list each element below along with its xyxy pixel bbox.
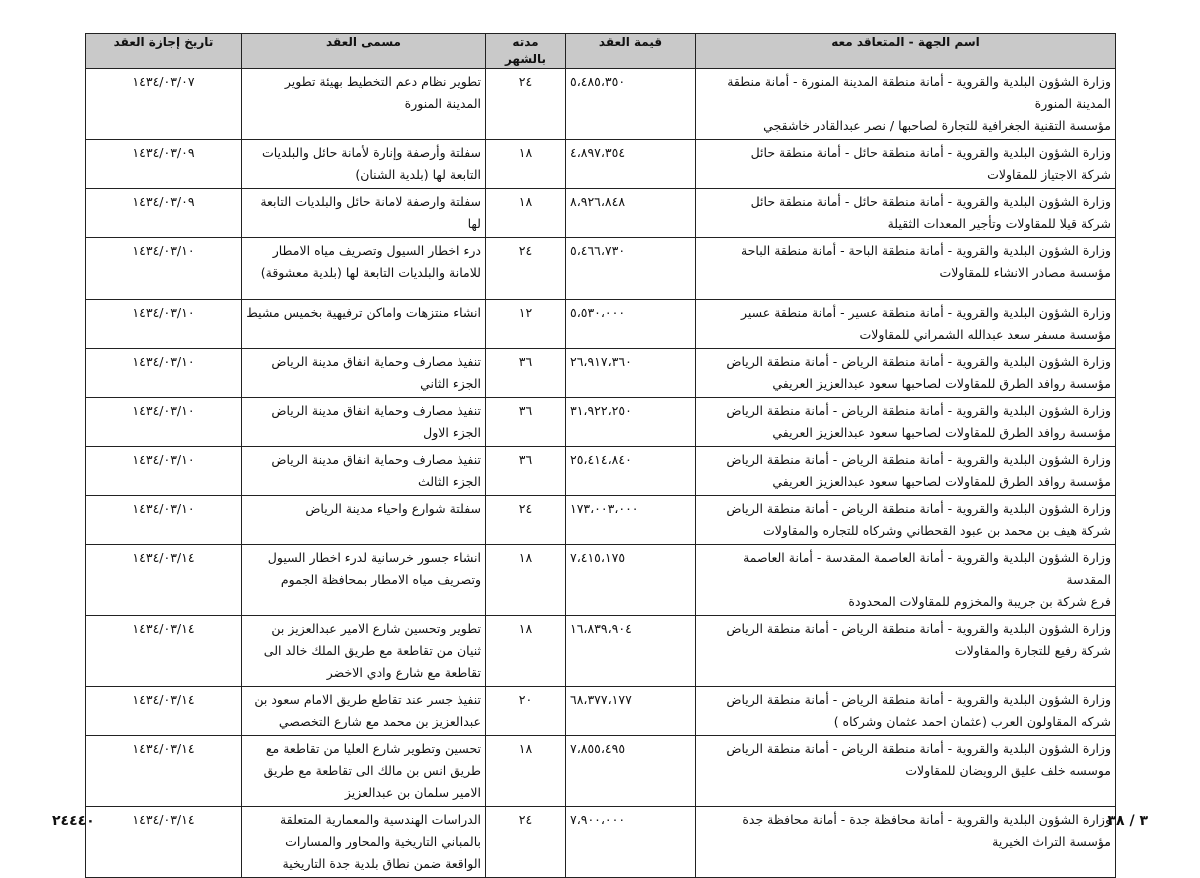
table-header-row — [86, 34, 1116, 69]
footer-number: ٢٤٤٤٠ — [52, 813, 95, 829]
party-line: وزارة الشؤون البلدية والقروية - أمانة منطقة الباحة - أمانة منطقة الباحة — [740, 243, 1111, 258]
table-row — [86, 69, 1116, 140]
party-line: المدينة المنورة — [1034, 96, 1111, 111]
cell-duration: ٣٦ — [486, 447, 566, 496]
cell-contract-name: انشاء جسور خرسانية لدرء اخطار السيول وتصريف مياه الامطار بمحافظة الجموم — [242, 545, 486, 616]
cell-contract-name: سفلتة وأرصفة وإنارة لأمانة حائل والبلديات التابعة لها (بلدية الشنان) — [242, 140, 486, 189]
cell-approval-date: ١٤٣٤/٠٣/١٤ — [86, 807, 242, 878]
cell-approval-date: ١٤٣٤/٠٣/١٠ — [86, 238, 242, 300]
party-line: شركة هيف بن محمد بن عبود القحطاني وشركاه للتجاره والمقاولات — [762, 523, 1111, 538]
party-line: مؤسسة مسفر سعد عبدالله الشمراني للمقاولات — [859, 327, 1111, 342]
page-number: ٣ / ٣٨ — [1107, 813, 1148, 829]
party-line: مؤسسة روافد الطرق للمقاولات لصاحبها سعود عبدالعزيز العريفي — [772, 376, 1111, 391]
cell-duration: ١٢ — [486, 300, 566, 349]
table-row — [86, 398, 1116, 447]
party-line: شركه المقاولون العرب (عثمان احمد عثمان وشركاه ) — [833, 714, 1111, 729]
cell-duration: ١٨ — [486, 545, 566, 616]
cell-approval-date: ١٤٣٤/٠٣/١٤ — [86, 687, 242, 736]
cell-contract-value: ٥،٤٨٥،٣٥٠ — [566, 69, 696, 140]
party-line: شركة الاجتياز للمقاولات — [987, 167, 1111, 182]
party-line: وزارة الشؤون البلدية والقروية - أمانة منطقة الرياض - أمانة منطقة الرياض — [726, 501, 1111, 516]
cell-approval-date: ١٤٣٤/٠٣/١٤ — [86, 616, 242, 687]
cell-contract-name: سفلتة وارصفة لامانة حائل والبلديات التابعة لها — [242, 189, 486, 238]
party-line: وزارة الشؤون البلدية والقروية - أمانة منطقة حائل - أمانة منطقة حائل — [750, 145, 1111, 160]
cell-duration: ١٨ — [486, 189, 566, 238]
party-line: مؤسسة روافد الطرق للمقاولات لصاحبها سعود عبدالعزيز العريفي — [772, 425, 1111, 440]
table-row — [86, 300, 1116, 349]
header-duration: مدته بالشهر — [486, 34, 566, 69]
table-row — [86, 496, 1116, 545]
cell-duration: ١٨ — [486, 736, 566, 807]
cell-party — [696, 189, 1116, 238]
cell-duration: ١٨ — [486, 616, 566, 687]
cell-duration: ٢٠ — [486, 687, 566, 736]
cell-contract-value: ١٧٣،٠٠٣،٠٠٠ — [566, 496, 696, 545]
cell-contract-name: تطوير وتحسين شارع الامير عبدالعزيز بن ثنيان من تقاطعة مع طريق الملك خالد الى تقاطعة مع شارع وادي الاخضر — [242, 616, 486, 687]
party-line: وزارة الشؤون البلدية والقروية - أمانة منطقة حائل - أمانة منطقة حائل — [750, 194, 1111, 209]
cell-contract-name: درء اخطار السيول وتصريف مياه الامطار للامانة والبلديات التابعة لها (بلدية معشوقة) — [242, 238, 486, 300]
party-line: مؤسسة التقنية الجغرافية للتجارة لصاحبها / نصر عبدالقادر خاشقجي — [763, 118, 1111, 133]
cell-party — [696, 349, 1116, 398]
cell-party — [696, 545, 1116, 616]
header-contract-name: مسمى العقد — [242, 34, 486, 69]
cell-approval-date: ١٤٣٤/٠٣/٠٩ — [86, 189, 242, 238]
party-line: وزارة الشؤون البلدية والقروية - أمانة منطقة المدينة المنورة - أمانة منطقة — [727, 74, 1111, 89]
party-line: وزارة الشؤون البلدية والقروية - أمانة منطقة الرياض - أمانة منطقة الرياض — [726, 692, 1111, 707]
cell-approval-date: ١٤٣٤/٠٣/١٤ — [86, 545, 242, 616]
party-line: مؤسسة روافد الطرق للمقاولات لصاحبها سعود عبدالعزيز العريفي — [772, 474, 1111, 489]
cell-contract-name: تنفيذ مصارف وحماية انفاق مدينة الرياض الجزء الاول — [242, 398, 486, 447]
cell-contract-name: الدراسات الهندسية والمعمارية المتعلقة بالمباني التاريخية والمحاور والمسارات الواقعة ضمن نطاق بلدية جدة التاريخية — [242, 807, 486, 878]
party-line: شركة قيلا للمقاولات وتأجير المعدات الثقيلة — [887, 216, 1111, 231]
cell-approval-date: ١٤٣٤/٠٣/١٠ — [86, 398, 242, 447]
cell-party — [696, 736, 1116, 807]
cell-contract-name: سفلتة شوارع واحياء مدينة الرياض — [242, 496, 486, 545]
cell-party — [696, 496, 1116, 545]
table-row — [86, 447, 1116, 496]
cell-contract-value: ٧،٤١٥،١٧٥ — [566, 545, 696, 616]
header-party: اسم الجهة - المتعاقد معه — [696, 34, 1116, 69]
table-body — [86, 69, 1116, 878]
cell-approval-date: ١٤٣٤/٠٣/١٠ — [86, 496, 242, 545]
party-line: شركة رفيع للتجارة والمقاولات — [954, 643, 1111, 658]
cell-contract-name: تطوير نظام دعم التخطيط بهيئة تطوير المدينة المنورة — [242, 69, 486, 140]
cell-contract-value: ٥،٥٣٠،٠٠٠ — [566, 300, 696, 349]
party-line: وزارة الشؤون البلدية والقروية - أمانة منطقة الرياض - أمانة منطقة الرياض — [726, 354, 1111, 369]
party-line: وزارة الشؤون البلدية والقروية - أمانة منطقة الرياض - أمانة منطقة الرياض — [726, 621, 1111, 636]
cell-party — [696, 616, 1116, 687]
contracts-table — [85, 33, 1116, 878]
cell-duration: ٣٦ — [486, 398, 566, 447]
table-row — [86, 545, 1116, 616]
party-line: وزارة الشؤون البلدية والقروية - أمانة منطقة الرياض - أمانة منطقة الرياض — [726, 403, 1111, 418]
cell-duration: ٢٤ — [486, 69, 566, 140]
cell-duration: ٢٤ — [486, 496, 566, 545]
cell-contract-name: انشاء منتزهات واماكن ترفيهية بخميس مشيط — [242, 300, 486, 349]
table-row — [86, 140, 1116, 189]
cell-contract-value: ٤،٨٩٧،٣٥٤ — [566, 140, 696, 189]
cell-contract-value: ٣١،٩٢٢،٢٥٠ — [566, 398, 696, 447]
cell-duration: ٢٤ — [486, 238, 566, 300]
header-approval-date: تاريخ إجازة العقد — [86, 34, 242, 69]
cell-party — [696, 69, 1116, 140]
cell-approval-date: ١٤٣٤/٠٣/١٤ — [86, 736, 242, 807]
table-row — [86, 349, 1116, 398]
cell-approval-date: ١٤٣٤/٠٣/١٠ — [86, 447, 242, 496]
cell-approval-date: ١٤٣٤/٠٣/١٠ — [86, 349, 242, 398]
cell-party — [696, 140, 1116, 189]
cell-party — [696, 398, 1116, 447]
cell-contract-name: تنفيذ جسر عند تقاطع طريق الامام سعود بن عبدالعزيز بن محمد مع شارع التخصصي — [242, 687, 486, 736]
cell-contract-value: ٥،٤٦٦،٧٣٠ — [566, 238, 696, 300]
cell-party — [696, 300, 1116, 349]
cell-duration: ٢٤ — [486, 807, 566, 878]
cell-contract-name: تنفيذ مصارف وحماية انفاق مدينة الرياض الجزء الثاني — [242, 349, 486, 398]
cell-contract-value: ٨،٩٢٦،٨٤٨ — [566, 189, 696, 238]
party-line: وزارة الشؤون البلدية والقروية - أمانة العاصمة المقدسة - أمانة العاصمة — [743, 550, 1111, 565]
cell-contract-value: ٢٥،٤١٤،٨٤٠ — [566, 447, 696, 496]
cell-approval-date: ١٤٣٤/٠٣/١٠ — [86, 300, 242, 349]
party-line: وزارة الشؤون البلدية والقروية - أمانة منطقة الرياض - أمانة منطقة الرياض — [726, 452, 1111, 467]
party-line: مؤسسة مصادر الانشاء للمقاولات — [939, 265, 1111, 280]
cell-party — [696, 238, 1116, 300]
cell-contract-value: ١٦،٨٣٩،٩٠٤ — [566, 616, 696, 687]
cell-contract-name: تنفيذ مصارف وحماية انفاق مدينة الرياض الجزء الثالث — [242, 447, 486, 496]
table-row — [86, 807, 1116, 878]
cell-party — [696, 687, 1116, 736]
party-line: وزارة الشؤون البلدية والقروية - أمانة منطقة عسير - أمانة منطقة عسير — [740, 305, 1111, 320]
table-row — [86, 189, 1116, 238]
cell-party — [696, 807, 1116, 878]
cell-contract-value: ٧،٩٠٠،٠٠٠ — [566, 807, 696, 878]
cell-party — [696, 447, 1116, 496]
header-value: قيمة العقد — [566, 34, 696, 69]
cell-duration: ٣٦ — [486, 349, 566, 398]
cell-duration: ١٨ — [486, 140, 566, 189]
party-line: مؤسسة التراث الخيرية — [992, 834, 1111, 849]
cell-contract-value: ٢٦،٩١٧،٣٦٠ — [566, 349, 696, 398]
party-line: موسسه خلف عليق الرويضان للمقاولات — [905, 763, 1111, 778]
cell-contract-name: تحسين وتطوير شارع العليا من تقاطعة مع طريق انس بن مالك الى تقاطعة مع طريق الامير سلمان بن عبدالعزيز — [242, 736, 486, 807]
party-line: وزارة الشؤون البلدية والقروية - أمانة محافظة جدة - أمانة محافظة جدة — [742, 812, 1111, 827]
party-line: وزارة الشؤون البلدية والقروية - أمانة منطقة الرياض - أمانة منطقة الرياض — [726, 741, 1111, 756]
table-row — [86, 687, 1116, 736]
cell-approval-date: ١٤٣٤/٠٣/٠٩ — [86, 140, 242, 189]
cell-approval-date: ١٤٣٤/٠٣/٠٧ — [86, 69, 242, 140]
party-line: المقدسة — [1066, 572, 1111, 587]
cell-contract-value: ٦٨،٣٧٧،١٧٧ — [566, 687, 696, 736]
table-row — [86, 238, 1116, 300]
party-line: فرع شركة بن جريبة والمخزوم للمقاولات المحدودة — [848, 594, 1111, 609]
table-row — [86, 616, 1116, 687]
cell-contract-value: ٧،٨٥٥،٤٩٥ — [566, 736, 696, 807]
table-row — [86, 736, 1116, 807]
